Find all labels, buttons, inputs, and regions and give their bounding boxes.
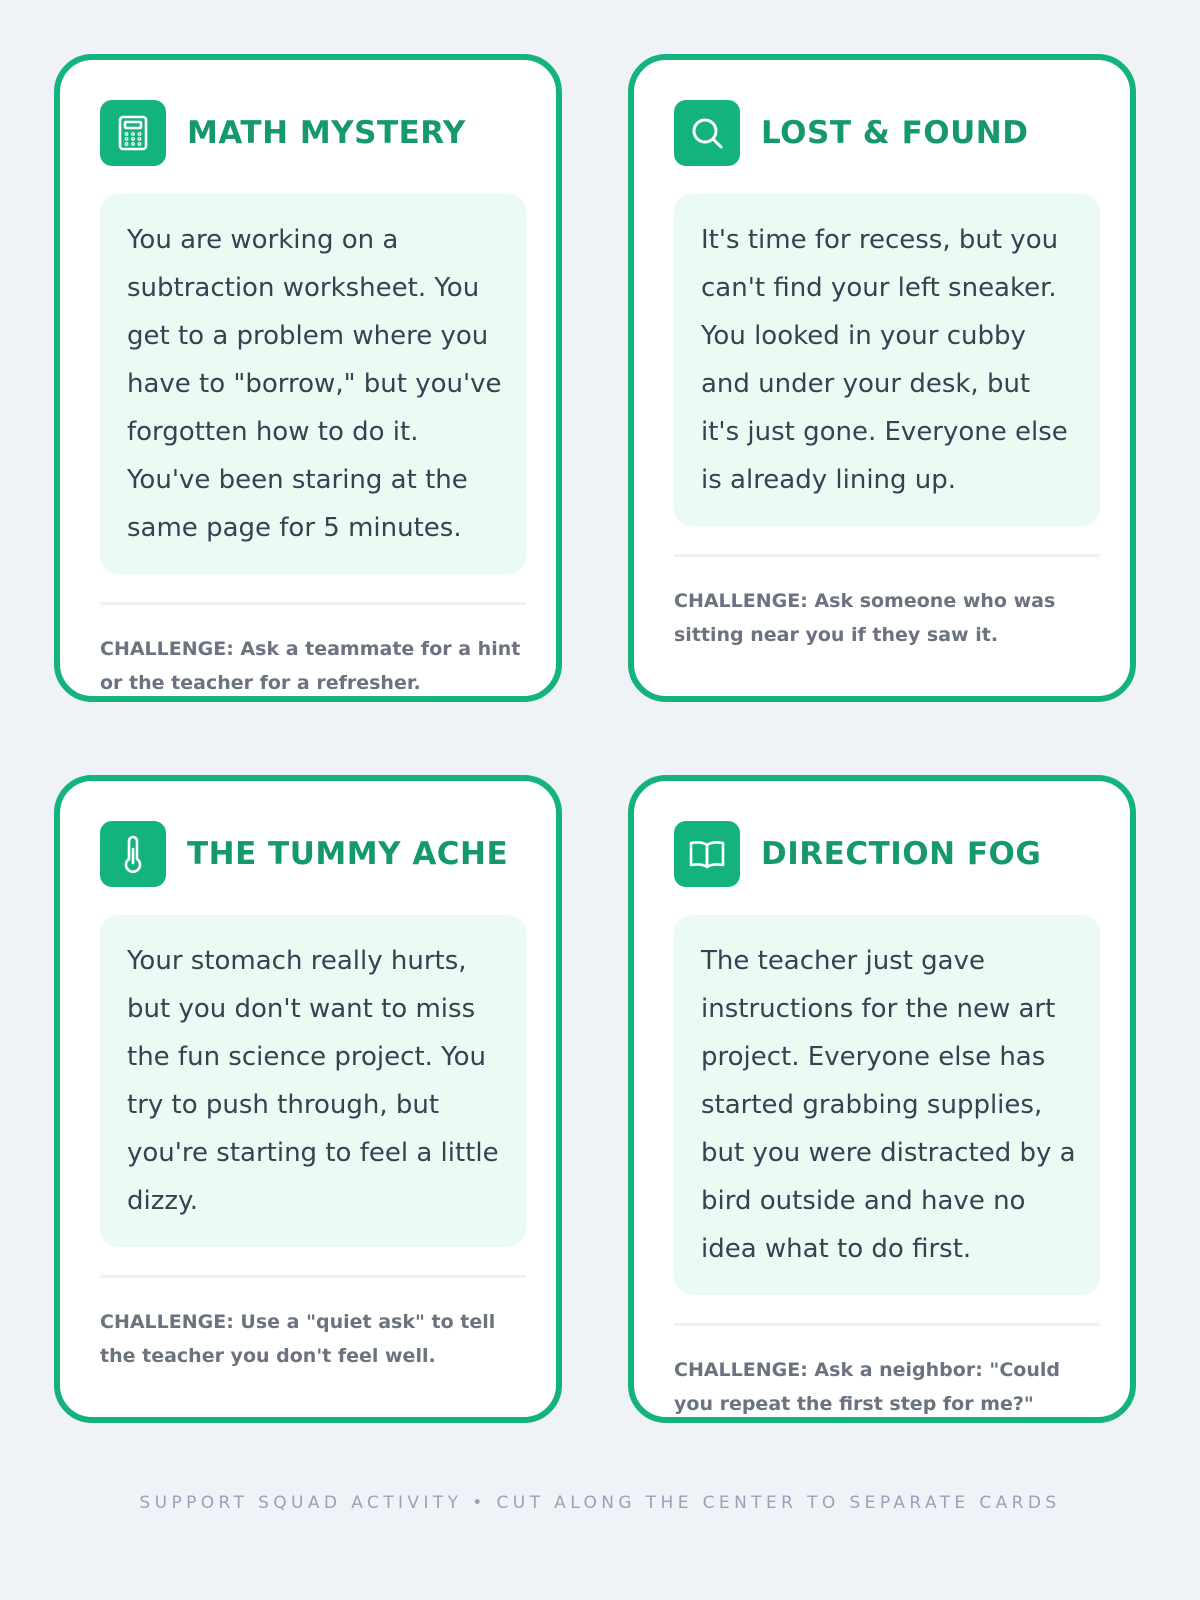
card-title: THE TUMMY ACHE — [187, 836, 509, 872]
divider — [674, 1323, 1100, 1326]
card-title: MATH MYSTERY — [187, 115, 466, 151]
scenario-card-tummy-ache — [54, 775, 562, 1423]
challenge-text: CHALLENGE: Ask a teammate for a hint or the teacher for a refresher. — [100, 638, 521, 694]
scenario-text: The teacher just gave instructions for the new art project. Everyone else has started grabbing supplies, but you were distracted by a bird outside and have no idea what to do first. — [674, 915, 1100, 1295]
scenario-card-math-mystery — [54, 54, 562, 702]
calculator-icon — [100, 100, 166, 166]
footer-instructions: SUPPORT SQUAD ACTIVITY • CUT ALONG THE CENTER TO SEPARATE CARDS — [139, 1493, 1061, 1513]
thermometer-icon — [100, 821, 166, 887]
search-icon — [674, 100, 740, 166]
scenario-text: Your stomach really hurts, but you don't want to miss the fun science project. You try to push through, but you're starting to feel a little dizzy. — [100, 915, 526, 1247]
scenario-card-direction-fog — [628, 775, 1136, 1423]
challenge-text: CHALLENGE: Ask a neighbor: "Could you repeat the first step for me?" — [674, 1359, 1060, 1415]
scenario-text: You are working on a subtraction worksheet. You get to a problem where you have to "borrow," but you've forgotten how to do it. You've been staring at the same page for 5 minutes. — [100, 194, 526, 574]
scenario-text: It's time for recess, but you can't find your left sneaker. You looked in your cubby and under your desk, but it's just gone. Everyone else is already lining up. — [674, 194, 1100, 526]
divider — [100, 602, 526, 605]
book-icon — [674, 821, 740, 887]
challenge-text: CHALLENGE: Use a "quiet ask" to tell the teacher you don't feel well. — [100, 1311, 496, 1367]
divider — [674, 554, 1100, 557]
card-title: DIRECTION FOG — [761, 836, 1042, 872]
scenario-card-lost-and-found — [628, 54, 1136, 702]
card-title: LOST & FOUND — [761, 115, 1029, 151]
divider — [100, 1275, 526, 1278]
challenge-text: CHALLENGE: Ask someone who was sitting near you if they saw it. — [674, 590, 1056, 646]
